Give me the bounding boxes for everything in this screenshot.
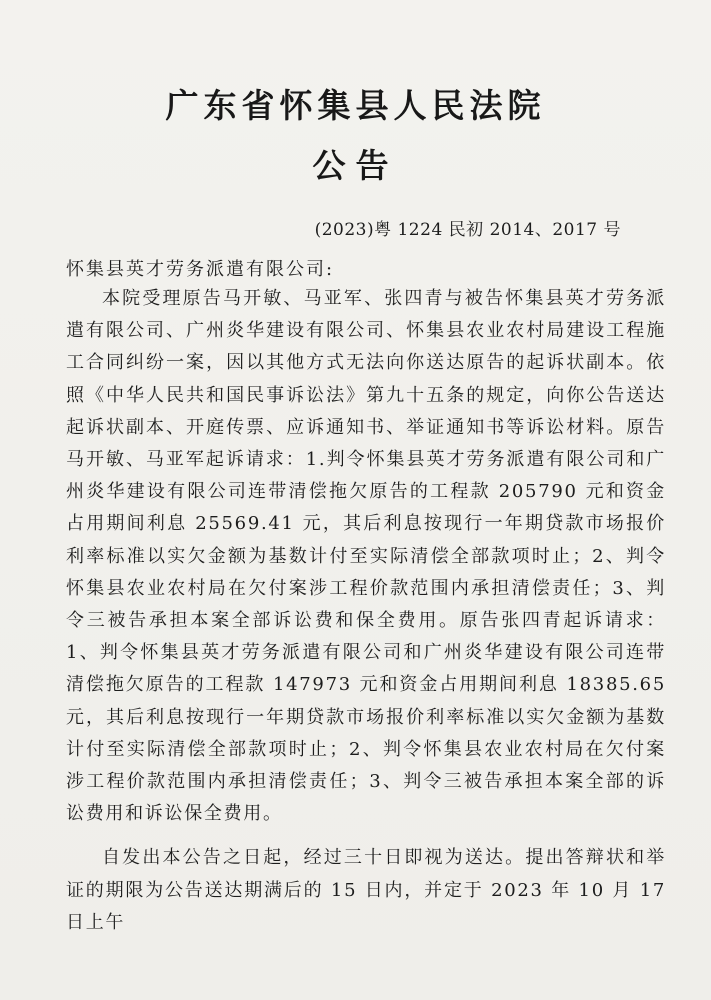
court-name-title: 广东省怀集县人民法院 <box>165 86 546 125</box>
notice-title: 公告 <box>312 146 399 185</box>
addressee: 怀集县英才劳务派遣有限公司: <box>66 259 335 280</box>
paragraph-service-deadline: 自发出本公告之日起，经过三十日即视为送达。提出答辩状和举证的期限为公告送达期满后的 15 日内，并定于 2023 年 10 月 17 日上午 <box>66 847 666 933</box>
paragraph-claims: 本院受理原告马开敏、马亚军、张四青与被告怀集县英才劳务派遣有限公司、广州炎华建设有限公司、怀集县农业农村局建设工程施工合同纠纷一案，因以其他方式无法向你送达原告的起诉状副本。依照《中华人民共和国民事诉讼法》第九十五条的规定，向你公告送达起诉状副本、开庭传票、应诉通知书、举证通知书等诉讼材料。原告马开敏、马亚军起诉请求：1.判令怀集县英才劳务派遣有限公司和广州炎华建设有限公司连带清偿拖欠原告的工程款 205790 元和资金占用期间利息 25569.41 元，其后利息按现行一年期贷款市场报价利率标准以实欠金额为基数计付至实际清偿全部款项时止；2、判令怀集县农业农村局在欠付案涉工程价款范围内承担清偿责任；3、判令三被告承担本案全部诉讼费和保全费用。原告张四青起诉请求：1、判令怀集县英才劳务派遣有限公司和广州炎华建设有限公司连带清偿拖欠原告的工程款 147973 元和资金占用期间利息 18385.65 元，其后利息按现行一年期贷款市场报价利率标准以实欠金额为基数计付至实际清偿全部款项时止；2、判令怀集县农业农村局在欠付案涉工程价款范围内承担清偿责任；3、判令三被告承担本案全部的诉讼费用和诉讼保全费用。 <box>66 288 666 825</box>
notice-body <box>66 283 666 939</box>
case-number: (2023)粤 1224 民初 2014、2017 号 <box>314 220 621 240</box>
